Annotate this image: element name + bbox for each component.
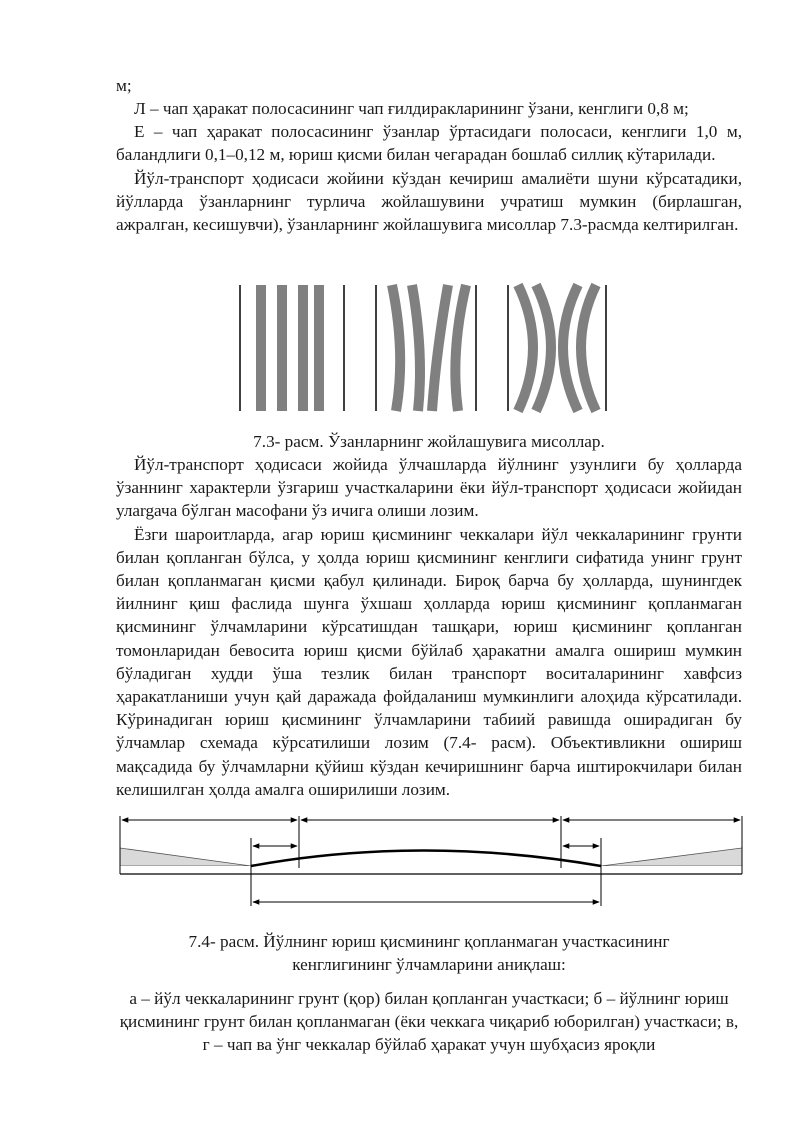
snow-cover-left <box>120 848 251 866</box>
rut-stripe <box>518 285 533 411</box>
rut-stripe <box>256 285 266 411</box>
rut-stripe <box>536 285 551 411</box>
paragraph-l: Л – чап ҳаракат полосасининг чап ғилдиракларининг ўзани, кенглиги 0,8 м; <box>134 99 689 118</box>
paragraph-e: Е – чап ҳаракат полосасининг ўзанлар ўртасидаги полосаси, кенглиги 1,0 м, баландлиги 0,1–0,12 м, юриш қисми билан чегарадан бошлаб силлиқ кўтарилади. <box>116 122 742 165</box>
text-block-middle <box>116 453 742 801</box>
figure-7-4-cross-section <box>116 808 746 913</box>
rut-stripe <box>581 285 596 411</box>
rut-stripe <box>298 285 308 411</box>
paragraph-practice: Йўл-транспорт ҳодисаси жойини кўздан кечириш амалиёти шуни кўрсатадики, йўлларда ўзанларнинг турлича жойлашувини учратиш мумкин (бирлашган, ажралган, кесишувчи), ўзанларнинг жойлашувига мисоллар 7.3-расмда келтирилган. <box>116 168 742 235</box>
text-fragment: м; <box>116 76 132 95</box>
rut-stripe <box>432 285 448 411</box>
text-block-top <box>116 97 742 236</box>
snow-cover-right <box>601 848 742 866</box>
figure-7-4-legend: а – йўл чеккаларининг грунт (қор) билан қопланган участкаси; б – йўлнинг юриш қисмининг грунт билан қопланмаган (ёки чеккага чиқариб юборилган) участкаси; в, г – чап ва ўнг чеккалар бўйлаб ҳаракат учун шубҳасиз яроқли <box>119 989 739 1055</box>
rut-panel-merging <box>376 285 476 411</box>
figure-7-4-caption-line2: кенглигининг ўлчамларини аниқлаш: <box>292 955 566 975</box>
paragraph-measurement: Йўл-транспорт ҳодисаси жойида ўлчашларда йўлнинг узунлиги бу ҳолларда ўзаннинг характерли ўзгариш участкаларини ёки йўл-транспорт ҳодисаси жойидан улargача бўлган масофани ўз ичига олиши лозим. <box>116 455 742 521</box>
rut-stripe <box>314 285 324 411</box>
rut-stripe <box>455 285 466 411</box>
rut-stripe <box>563 285 578 411</box>
paragraph-conditions: Ёзги шароитларда, агар юриш қисмининг чеккалари йўл чеккаларининг грунти билан қопланган бўлса, у ҳолда юриш қисмининг кенглиги сифатида унинг грунт билан қопланмаган қисми қабул қилинади. Бироқ барча бу ҳолларда, шунингдек йилнинг қиш фаслида шунга ўхшаш ҳолларда юриш қисмининг қопланмаган қисмининг ўлчамларини кўрсатишдан ташқари, юриш қисмининг қопланган томонларидан бевосита юриш қисми бўйлаб ҳаракатни амалга ошириш мумкин бўладиган худди ўша тезлик билан транспорт воситаларининг хавфсиз ҳаракатланиши учун қай даражада фойдаланиш мумкинлиги алоҳида кўрсатилади. Кўринадиган юриш қисмининг ўлчамларини табиий равишда оширадиган бу ўлчамлар схемада кўрсатилиши лозим (7.4- расм). Объективликни ошириш мақсадида бу ўлчамларни қўйиш кўздан кечиришнинг барча иштирокчилари билан келишилган ҳолда амалга оширилиши лозим. <box>116 524 742 799</box>
rut-panel-parallel <box>240 285 344 411</box>
figure-7-3-rut-diagram <box>236 283 608 413</box>
rut-stripe <box>277 285 287 411</box>
figure-7-4-caption <box>116 930 742 976</box>
rut-stripe <box>392 285 400 411</box>
rut-panel-crossing <box>508 285 606 411</box>
figure-7-3-caption: 7.3- расм. Ўзанларнинг жойлашувига мисоллар. <box>253 432 605 451</box>
rut-stripe <box>412 285 420 411</box>
figure-7-4-caption-line1: 7.4- расм. Йўлнинг юриш қисмининг қопланмаган участкасининг <box>188 932 670 951</box>
